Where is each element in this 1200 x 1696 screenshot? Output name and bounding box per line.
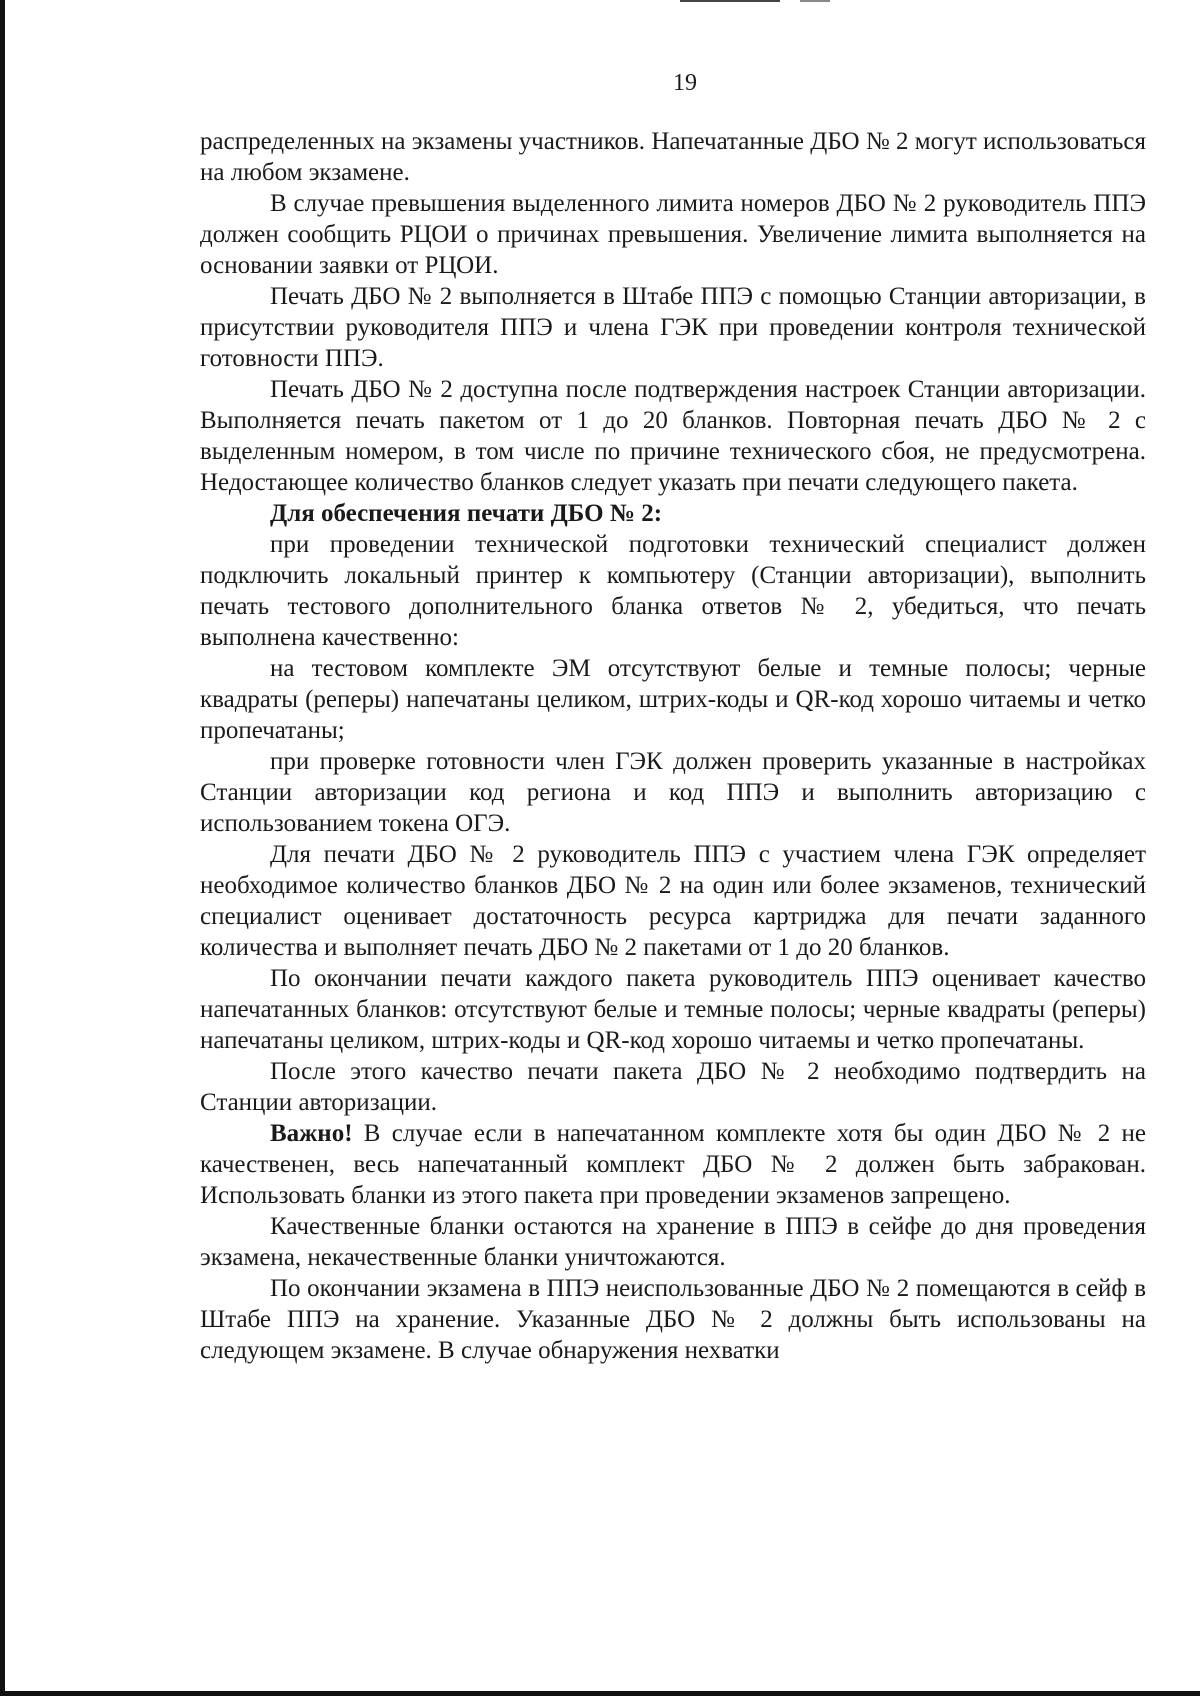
paragraph: По окончании печати каждого пакета руководитель ППЭ оценивает качество напечатанных бланков: отсутствуют белые и темные полосы; черные квадраты (реперы) напечатаны целиком, штрих-коды и QR-код хорошо читаемы и четко пропечатаны. xyxy=(200,965,1146,1054)
paragraph: В случае превышения выделенного лимита номеров ДБО № 2 руководитель ППЭ должен сообщить РЦОИ о причинах превышения. Увеличение лимита выполняется на основании заявки от РЦОИ. xyxy=(200,190,1146,279)
paragraph: После этого качество печати пакета ДБО № 2 необходимо подтвердить на Станции авторизации. xyxy=(200,1058,1146,1116)
paragraph: Печать ДБО № 2 доступна после подтверждения настроек Станции авторизации. Выполняется печать пакетом от 1 до 20 бланков. Повторная печать ДБО № 2 с выделенным номером, в том числе по причине технического сбоя, не предусмотрена. Недостающее количество бланков следует указать при печати следующего пакета. xyxy=(200,376,1146,496)
paragraph: По окончании экзамена в ППЭ неиспользованные ДБО № 2 помещаются в сейф в Штабе ППЭ на хранение. Указанные ДБО № 2 должны быть использованы на следующем экзамене. В случае обнаружения нехватки xyxy=(200,1275,1146,1364)
important-label: Важно! xyxy=(270,1120,353,1147)
paragraph: Качественные бланки остаются на хранение в ППЭ в сейфе до дня проведения экзамена, некачественные бланки уничтожаются. xyxy=(200,1213,1146,1271)
scan-top-artifact xyxy=(680,0,780,2)
paragraph: Для печати ДБО № 2 руководитель ППЭ с участием члена ГЭК определяет необходимое количество бланков ДБО № 2 на один или более экзаменов, технический специалист оценивает достаточность ресурса картриджа для печати заданного количества и выполняет печать ДБО № 2 пакетами от 1 до 20 бланков. xyxy=(200,841,1146,961)
paragraph: при проверке готовности член ГЭК должен проверить указанные в настройках Станции авторизации код региона и код ППЭ и выполнить авторизацию с использованием токена ОГЭ. xyxy=(200,748,1146,837)
document-body xyxy=(200,126,1146,1366)
paragraph: на тестовом комплекте ЭМ отсутствуют белые и темные полосы; черные квадраты (реперы) напечатаны целиком, штрих-коды и QR-код хорошо читаемы и четко пропечатаны; xyxy=(200,655,1146,744)
section-heading: Для обеспечения печати ДБО № 2: xyxy=(270,500,663,527)
scan-bottom-border xyxy=(0,1691,1200,1696)
page-number: 19 xyxy=(673,70,697,96)
paragraph: при проведении технической подготовки технический специалист должен подключить локальный принтер к компьютеру (Станции авторизации), выполнить печать тестового дополнительного бланка ответов № 2, убедиться, что печать выполнена качественно: xyxy=(200,531,1146,651)
scan-top-artifact xyxy=(800,0,830,2)
important-note-paragraph xyxy=(200,1118,1146,1211)
paragraph: Печать ДБО № 2 выполняется в Штабе ППЭ с помощью Станции авторизации, в присутствии руководителя ППЭ и члена ГЭК при проведении контроля технической готовности ППЭ. xyxy=(200,283,1146,372)
paragraph: распределенных на экзамены участников. Напечатанные ДБО № 2 могут использоваться на любом экзамене. xyxy=(200,128,1146,186)
scan-left-border xyxy=(0,0,5,1696)
important-note-text: В случае если в напечатанном комплекте хотя бы один ДБО № 2 не качественен, весь напечатанный комплект ДБО № 2 должен быть забракован. Использовать бланки из этого пакета при проведении экзаменов запрещено. xyxy=(200,1120,1146,1209)
